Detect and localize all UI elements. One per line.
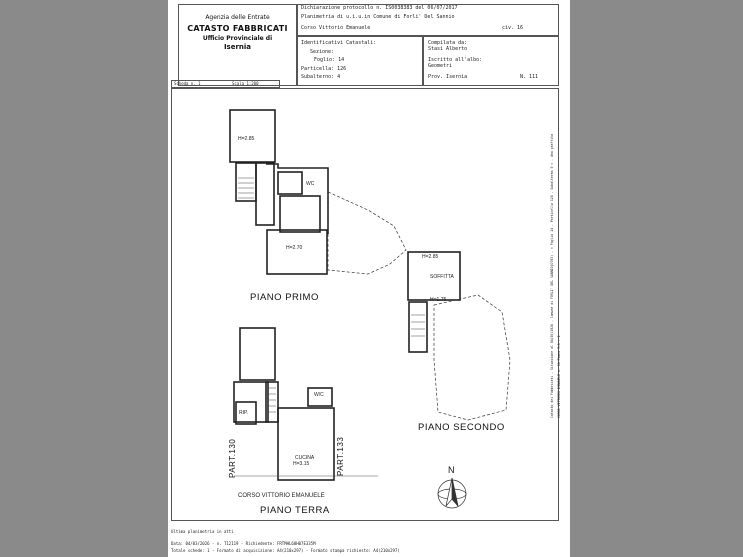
office-name: Ufficio Provinciale di [202,35,273,42]
civic-number: civ. 16 [502,25,524,31]
secondo-dashed-area [434,295,510,420]
north-arrow [438,478,466,508]
room-cucina: CUCINA [295,455,315,461]
secondo-stairs [409,302,427,352]
primo-corridor [256,163,274,225]
footer-data: Data: 04/03/2026 - n. T12119 - Richiedente: FRTMHL68H07E335M [171,541,316,546]
reg-number: N. 111 [520,74,539,80]
street-label: CORSO VITTORIO EMANUELE [238,493,325,499]
primo-room-mid [280,196,320,232]
parcel-133-label: PART.133 [336,436,345,476]
cadastral-sheet [168,0,570,557]
subunit-field: Subalterno: 4 [301,74,341,80]
prov-field: Prov. Isernia [428,74,468,80]
compiled-by: Stasi Alberto [428,46,468,52]
parcel-130-label: PART.130 [228,438,237,478]
parcel-field: Particella: 126 [301,66,347,72]
room-height-285: H=2.85 [238,136,255,142]
room-height-285b: H=2.85 [422,254,439,260]
room-height-175: H=1.75 [430,297,447,303]
address-line: Corso Vittorio Emanuele [301,25,371,31]
profession: Geometri [428,63,453,69]
floor-title-primo: PIANO PRIMO [250,292,319,303]
footer-last: Ultima planimetria in atti [171,529,234,534]
catasto-title: CATASTO FABBRICATI [187,24,288,33]
primo-stairs [236,163,256,201]
primo-dashed-area [328,192,406,274]
floor-title-secondo: PIANO SECONDO [418,422,505,433]
scheda-label: Scheda n. 1 [174,81,201,86]
primo-outer-wall [266,164,328,234]
terra-room-top [240,328,275,380]
room-height-270: H=2.70 [286,245,303,251]
primo-wc [278,172,302,194]
ids-title: Identificativi Catastali: [301,40,377,46]
declaration-line: Dichiarazione protocollo n. IS0038383 del 06/07/2017 [301,5,458,11]
room-height-315: H=3.15 [293,461,310,467]
primo-room-main [267,230,327,274]
scale-label: Scala 1:200 [232,81,259,86]
room-wc-primo: WC [306,181,315,187]
room-soffitta: SOFFITTA [430,274,454,280]
province-name: Isernia [223,43,252,51]
north-label: N [448,465,455,475]
room-rip: RIP. [239,410,249,416]
compiled-title: Compilata da: [428,40,468,46]
sheet-field: Foglio: 14 [314,57,345,63]
side-stamp-line2: CORSO VITTORIO EMANUELE n. 16 Piano T-1 - 2 [557,335,561,418]
side-stamp-line1: Catasto dei Fabbricati - Situazione al 04/03/2026 - Comune di FORLI' DEL SANNIO(D703) - < Foglio 14 - Particella 126 - Subalterno 9 > - Una graffita [550,133,554,418]
footer-totale: Totale schede: 1 - Formato di acquisizione: A4(210x297) - Formato stampa richiesto: A4(210x297) [171,548,400,553]
section-field: Sezione: [310,49,335,55]
room-wc-terra: W/C [314,392,324,398]
agency-name: Agenzia delle Entrate [205,14,270,21]
floor-title-terra: PIANO TERRA [260,505,330,516]
plan-line: Planimetria di u.i.u.in Comune di Forli' Del Sannio [301,14,455,20]
registered-label: Iscritto all'albo: [428,57,483,63]
terra-cucina [278,408,334,480]
